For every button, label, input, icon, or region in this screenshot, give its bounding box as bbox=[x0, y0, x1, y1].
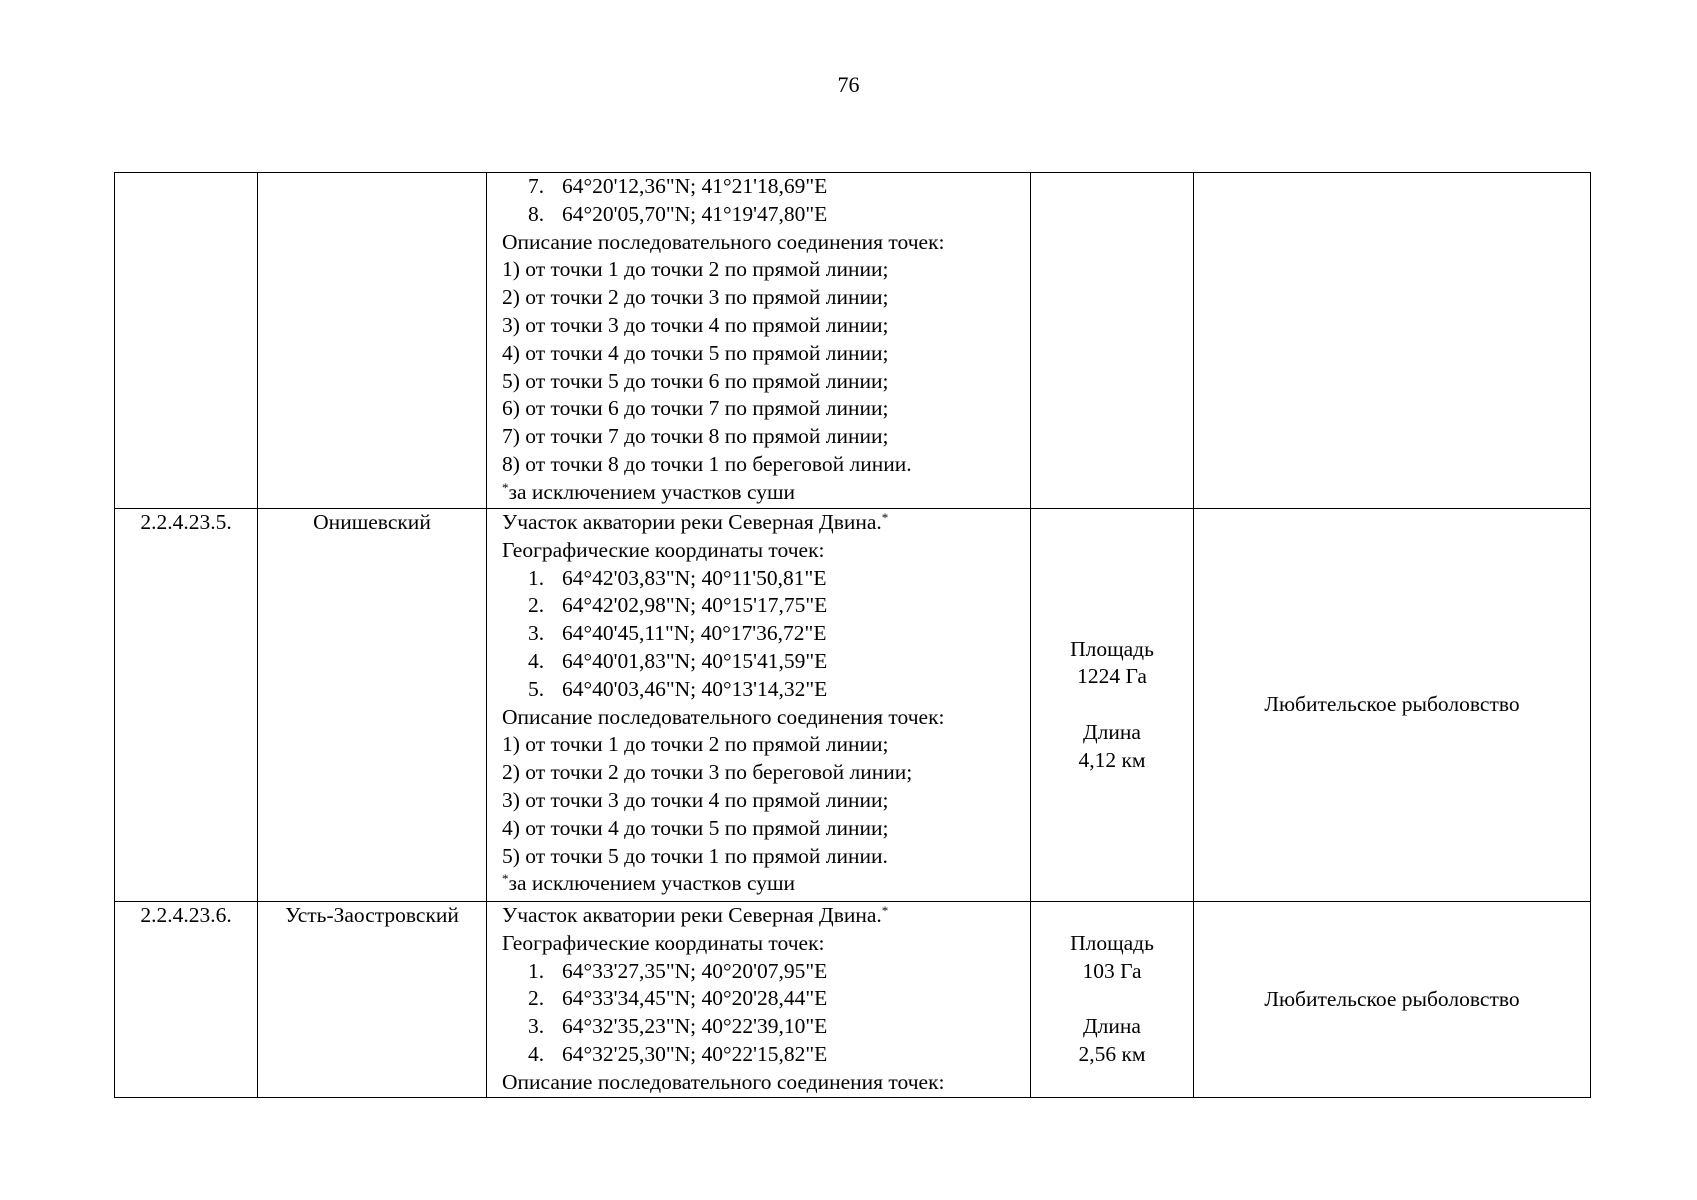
coordinates-title: Географические координаты точек: bbox=[502, 537, 825, 562]
connection-line: 4) от точки 4 до точки 5 по прямой линии; bbox=[502, 340, 889, 365]
area-label: Площадь bbox=[1070, 931, 1154, 955]
area-measure-cell bbox=[1031, 509, 1194, 902]
area-description-cell bbox=[487, 902, 1031, 1098]
coordinate-line: 2. 64°33'34,45"N; 40°20'28,44"E bbox=[528, 986, 828, 1011]
coordinate-line: 3. 64°32'35,23"N; 40°22'39,10"E bbox=[528, 1014, 828, 1039]
length-value: 4,12 км bbox=[1078, 747, 1146, 772]
length-label: Длина bbox=[1083, 1014, 1141, 1039]
length-label: Длина bbox=[1083, 719, 1141, 744]
area-heading: Участок акватории реки Северная Двина.* bbox=[502, 510, 889, 534]
area-number-cell: 2.2.4.23.5. bbox=[115, 509, 258, 902]
connection-line: 8) от точки 8 до точки 1 по береговой линии. bbox=[502, 451, 912, 476]
connection-line: 5) от точки 5 до точки 6 по прямой линии; bbox=[502, 368, 889, 393]
coordinates-title: Географические координаты точек: bbox=[502, 930, 825, 955]
connection-line: 3) от точки 3 до точки 4 по прямой линии; bbox=[502, 787, 889, 812]
area-name-cell bbox=[258, 173, 487, 509]
page-number: 76 bbox=[837, 72, 860, 97]
area-measure-cell bbox=[1031, 173, 1194, 509]
area-measure-cell bbox=[1031, 902, 1194, 1098]
coordinate-line: 1. 64°42'03,83"N; 40°11'50,81"E bbox=[528, 565, 827, 590]
coordinate-line: 3. 64°40'45,11"N; 40°17'36,72"E bbox=[528, 621, 827, 646]
area-description-cell bbox=[487, 173, 1031, 509]
area-number-cell: 2.2.4.23.6. bbox=[115, 902, 258, 1098]
connection-line: 3) от точки 3 до точки 4 по прямой линии; bbox=[502, 312, 889, 337]
connection-title: Описание последовательного соединения точек: bbox=[502, 1069, 945, 1094]
table-row bbox=[115, 173, 1591, 509]
area-name-cell: Усть-Заостровский bbox=[258, 902, 487, 1098]
table-row bbox=[115, 509, 1591, 902]
area-name-cell: Онишевский bbox=[258, 509, 487, 902]
footnote: *за исключением участков суши bbox=[502, 479, 796, 504]
connection-line: 7) от точки 7 до точки 8 по прямой линии; bbox=[502, 424, 889, 449]
footnote: *за исключением участков суши bbox=[502, 871, 796, 896]
coordinate-line: 4. 64°32'25,30"N; 40°22'15,82"E bbox=[528, 1041, 828, 1066]
area-label: Площадь bbox=[1070, 636, 1154, 661]
area-number-cell bbox=[115, 173, 258, 509]
area-value: 103 Га bbox=[1082, 958, 1142, 983]
area-value: 1224 Га bbox=[1077, 664, 1147, 689]
connection-line: 1) от точки 1 до точки 2 по прямой линии; bbox=[502, 732, 889, 757]
coordinate-line: 4. 64°40'01,83"N; 40°15'41,59"E bbox=[528, 648, 828, 673]
fishing-areas-table bbox=[114, 172, 1591, 1098]
length-value: 2,56 км bbox=[1078, 1042, 1146, 1067]
coordinate-line: 1. 64°33'27,35"N; 40°20'07,95"E bbox=[528, 958, 828, 983]
connection-line: 4) от точки 4 до точки 5 по прямой линии; bbox=[502, 815, 889, 840]
connection-line: 5) от точки 5 до точки 1 по прямой линии. bbox=[502, 843, 888, 868]
connection-title: Описание последовательного соединения точек: bbox=[502, 229, 945, 254]
coordinate-line: 8. 64°20'05,70"N; 41°19'47,80"E bbox=[528, 201, 828, 226]
area-purpose-cell bbox=[1194, 509, 1591, 902]
connection-line: 2) от точки 2 до точки 3 по береговой линии; bbox=[502, 760, 913, 785]
coordinate-line: 7. 64°20'12,36"N; 41°21'18,69"E bbox=[528, 174, 828, 198]
table-row bbox=[115, 902, 1591, 1098]
connection-line: 6) от точки 6 до точки 7 по прямой линии; bbox=[502, 396, 889, 421]
area-heading: Участок акватории реки Северная Двина.* bbox=[502, 903, 889, 927]
connection-line: 1) от точки 1 до точки 2 по прямой линии; bbox=[502, 257, 889, 282]
connection-title: Описание последовательного соединения точек: bbox=[502, 704, 945, 729]
area-purpose-cell bbox=[1194, 902, 1591, 1098]
area-purpose-cell bbox=[1194, 173, 1591, 509]
coordinate-line: 5. 64°40'03,46"N; 40°13'14,32"E bbox=[528, 676, 828, 701]
coordinate-line: 2. 64°42'02,98"N; 40°15'17,75"E bbox=[528, 593, 828, 618]
connection-line: 2) от точки 2 до точки 3 по прямой линии; bbox=[502, 285, 889, 310]
area-description-cell bbox=[487, 509, 1031, 902]
purpose-text: Любительское рыболовство bbox=[1264, 986, 1520, 1011]
purpose-text: Любительское рыболовство bbox=[1264, 692, 1520, 717]
